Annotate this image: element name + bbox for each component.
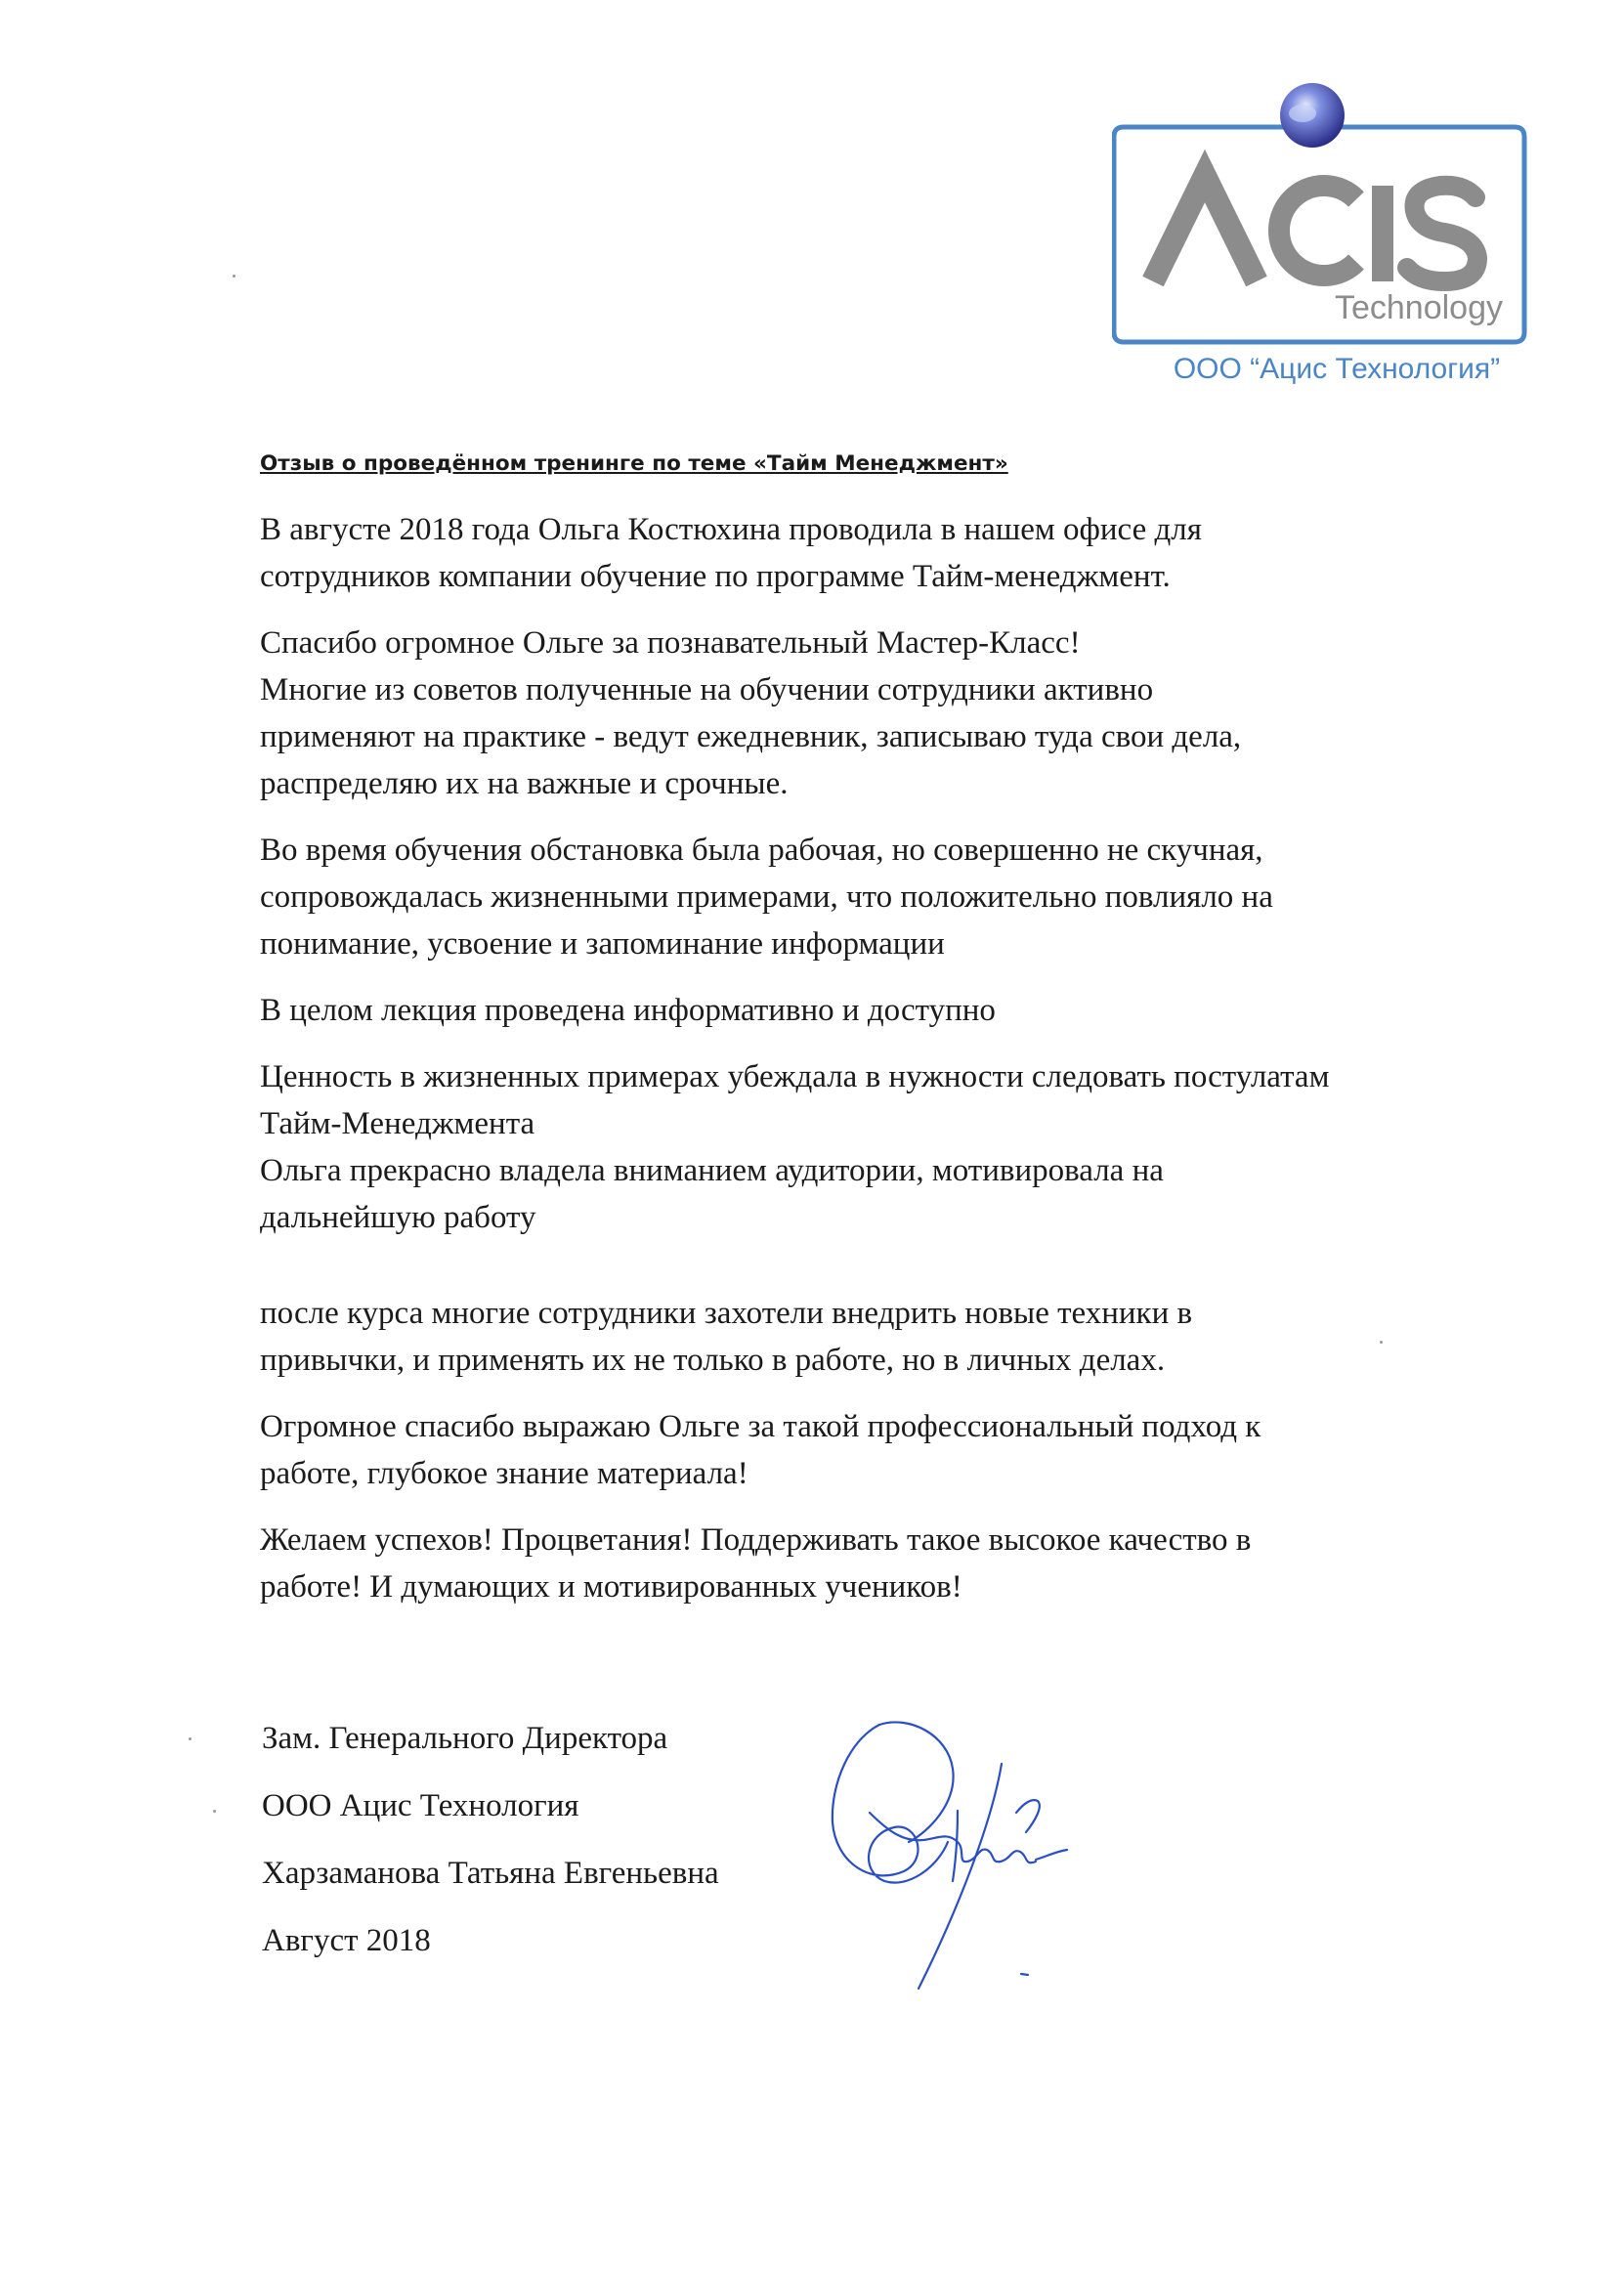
paragraph	[260, 506, 1569, 600]
handwritten-signature	[811, 1695, 1104, 2008]
scan-speck	[189, 1737, 192, 1740]
letter-date: Август 2018	[262, 1923, 431, 1958]
text-line: Спасибо огромное Ольге за познавательный Мастер-Класс!	[260, 625, 1081, 661]
scan-speck	[1380, 1341, 1383, 1344]
text-line: Тайм-Менеджмента	[260, 1106, 535, 1141]
text-line: сопровождалась жизненными примерами, что положительно повлияло на	[260, 879, 1273, 915]
text-line: распределяю их на важные и срочные.	[260, 766, 789, 801]
text-line: применяют на практике - ведут ежедневник, записываю туда свои дела,	[260, 719, 1242, 754]
paragraph	[260, 1403, 1569, 1497]
signer-position: Зам. Генерального Директора	[262, 1721, 668, 1756]
paragraph	[260, 1053, 1569, 1241]
text-line: дальнейшую работу	[260, 1200, 536, 1235]
scan-speck	[233, 275, 235, 278]
paragraph	[260, 1517, 1569, 1610]
text-line: В целом лекция проведена информативно и доступно	[260, 993, 996, 1028]
company-logo	[1112, 76, 1532, 394]
svg-text:Technology: Technology	[1334, 289, 1503, 326]
text-line: Многие из советов полученные на обучении сотрудники активно	[260, 672, 1154, 707]
letter-title: Отзыв о проведённом тренинге по теме «Тайм Менеджмент»	[260, 451, 1008, 476]
text-line: работе, глубокое знание материала!	[260, 1456, 748, 1491]
paragraph	[260, 1290, 1569, 1384]
text-line: Ценность в жизненных примерах убеждала в нужности следовать постулатам	[260, 1059, 1330, 1094]
text-line: Огромное спасибо выражаю Ольге за такой профессиональный подход к	[260, 1409, 1261, 1444]
scan-speck	[213, 1810, 216, 1813]
text-line: привычки, и применять их не только в работе, но в личных делах.	[260, 1343, 1166, 1378]
text-line: В августе 2018 года Ольга Костюхина проводила в нашем офисе для	[260, 512, 1202, 547]
paragraph	[260, 827, 1569, 967]
letter-body	[260, 506, 1569, 1610]
paragraph	[260, 620, 1569, 807]
text-line: Ольга прекрасно владела вниманием аудитории, мотивировала на	[260, 1153, 1164, 1188]
signature-block	[262, 1705, 719, 1975]
text-line: сотрудников компании обучение по программе Тайм-менеджмент.	[260, 559, 1171, 594]
text-line: после курса многие сотрудники захотели внедрить новые техники в	[260, 1296, 1193, 1331]
signer-name: Харзаманова Татьяна Евгеньевна	[262, 1856, 719, 1891]
text-line: понимание, усвоение и запоминание информации	[260, 926, 945, 962]
acis-logo-mark	[1112, 76, 1532, 355]
text-line: работе! И думающих и мотивированных учеников!	[260, 1569, 962, 1605]
signer-company: ООО Ацис Технология	[262, 1788, 579, 1823]
text-line: Во время обучения обстановка была рабочая, но совершенно не скучная,	[260, 833, 1263, 868]
text-line: Желаем успехов! Процветания! Поддерживать такое высокое качество в	[260, 1522, 1252, 1558]
company-caption: ООО “Ацис Технология”	[1173, 353, 1501, 385]
paragraph	[260, 987, 1569, 1034]
